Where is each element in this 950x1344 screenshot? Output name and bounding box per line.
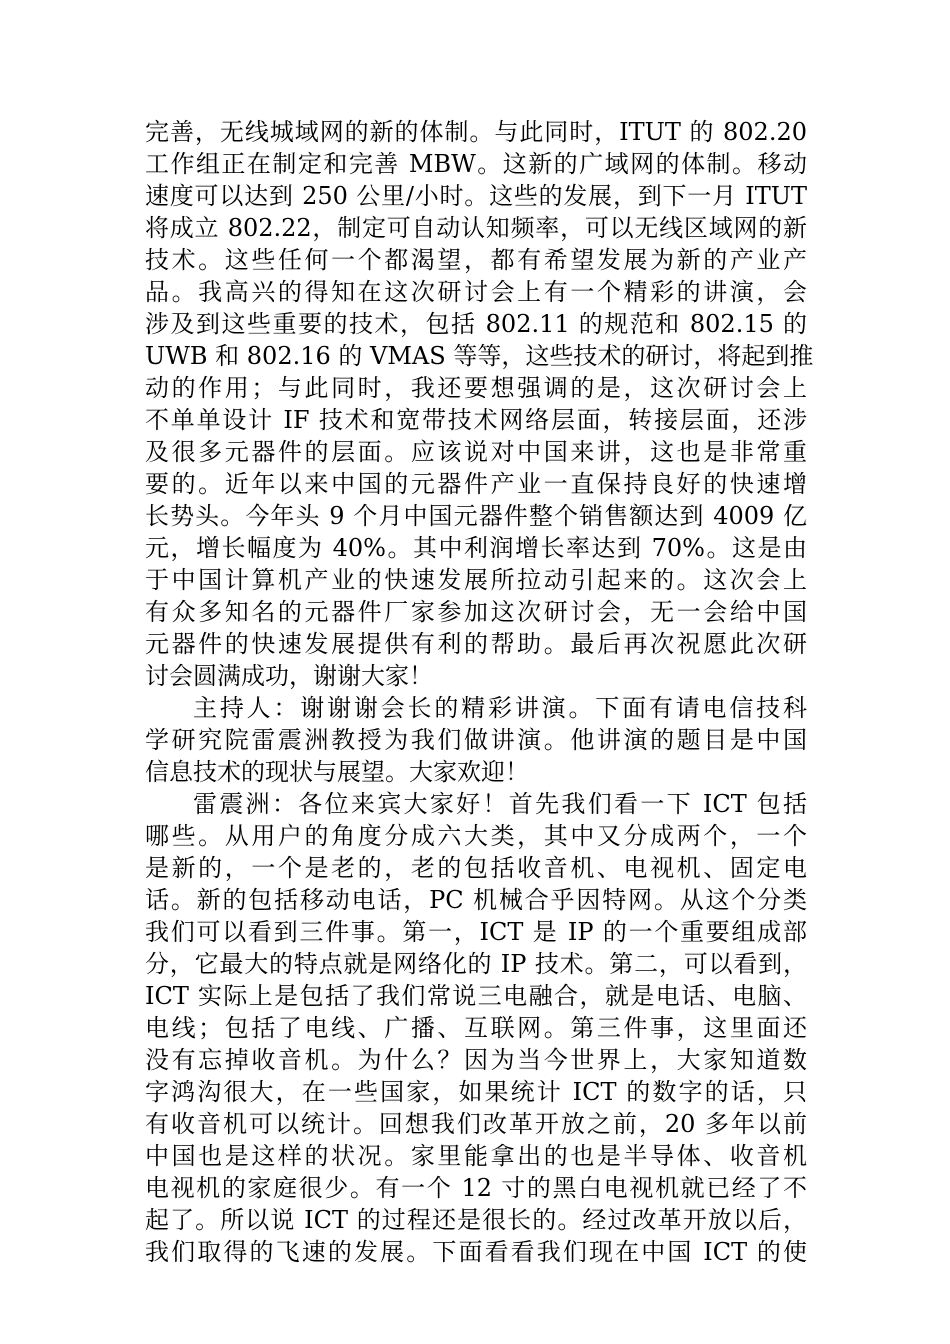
text-line: 没有忘掉收音机。为什么？因为当今世界上，大家知道数 [145, 1046, 807, 1074]
paragraph-end-line: 信息技术的现状与展望。大家欢迎！ [145, 758, 529, 786]
text-line: 速度可以达到 250 公里/小时。这些的发展，到下一月 ITUT [145, 182, 807, 210]
text-line: 品。我高兴的得知在这次研讨会上有一个精彩的讲演，会 [145, 278, 807, 306]
text-line: 要的。近年以来中国的元器件产业一直保持良好的快速增 [145, 470, 807, 498]
text-line: 涉及到这些重要的技术，包括 802.11 的规范和 802.15 的 [145, 310, 807, 338]
paragraph-end-line: 讨会圆满成功，谢谢大家！ [145, 662, 433, 690]
text-line: 于中国计算机产业的快速发展所拉动引起来的。这次会上 [145, 566, 807, 594]
text-line: 技术。这些任何一个都渴望，都有希望发展为新的产业产 [145, 246, 807, 274]
paragraph-first-line: 主持人：谢谢谢会长的精彩讲演。下面有请电信技科 [193, 694, 807, 722]
body-text [145, 116, 814, 1268]
paragraph-first-line: 雷震洲：各位来宾大家好！首先我们看一下 ICT 包括 [193, 790, 807, 818]
text-line: 元，增长幅度为 40%。其中利润增长率达到 70%。这是由 [145, 534, 807, 562]
text-line: 完善，无线城域网的新的体制。与此同时，ITUT 的 802.20 [145, 118, 807, 146]
text-line: 工作组正在制定和完善 MBW。这新的广域网的体制。移动 [145, 150, 807, 178]
text-line: 电视机的家庭很少。有一个 12 寸的黑白电视机就已经了不 [145, 1174, 807, 1202]
text-line: 电线；包括了电线、广播、互联网。第三件事，这里面还 [145, 1014, 807, 1042]
text-line: 哪些。从用户的角度分成六大类，其中又分成两个，一个 [145, 822, 807, 850]
text-line: UWB 和 802.16 的 VMAS 等等，这些技术的研讨，将起到推 [145, 342, 814, 370]
text-line: 将成立 802.22，制定可自动认知频率，可以无线区域网的新 [145, 214, 807, 242]
text-line: 是新的，一个是老的，老的包括收音机、电视机、固定电 [145, 854, 807, 882]
text-line: 话。新的包括移动电话，PC 机械合乎因特网。从这个分类 [145, 886, 807, 914]
text-line: 字鸿沟很大，在一些国家，如果统计 ICT 的数字的话，只 [145, 1078, 807, 1106]
text-line: 起了。所以说 ICT 的过程还是很长的。经过改革开放以后， [145, 1206, 807, 1234]
text-line: 动的作用；与此同时，我还要想强调的是，这次研讨会上 [145, 374, 807, 402]
text-line: 中国也是这样的状况。家里能拿出的也是半导体、收音机 [145, 1142, 807, 1170]
text-line: 我们可以看到三件事。第一，ICT 是 IP 的一个重要组成部 [145, 918, 807, 946]
text-line: 有众多知名的元器件厂家参加这次研讨会，无一会给中国 [145, 598, 807, 626]
text-line: 我们取得的飞速的发展。下面看看我们现在中国 ICT 的使 [145, 1238, 807, 1266]
text-line: 及很多元器件的层面。应该说对中国来讲，这也是非常重 [145, 438, 807, 466]
text-line: 学研究院雷震洲教授为我们做讲演。他讲演的题目是中国 [145, 726, 807, 754]
text-line: 长势头。今年头 9 个月中国元器件整个销售额达到 4009 亿 [145, 502, 807, 530]
text-line: 有收音机可以统计。回想我们改革开放之前，20 多年以前 [145, 1110, 807, 1138]
text-line: ICT 实际上是包括了我们常说三电融合，就是电话、电脑、 [145, 982, 807, 1010]
text-line: 元器件的快速发展提供有利的帮助。最后再次祝愿此次研 [145, 630, 807, 658]
text-line: 不单单设计 IF 技术和宽带技术网络层面，转接层面，还涉 [145, 406, 807, 434]
text-line: 分，它最大的特点就是网络化的 IP 技术。第二，可以看到， [145, 950, 807, 978]
